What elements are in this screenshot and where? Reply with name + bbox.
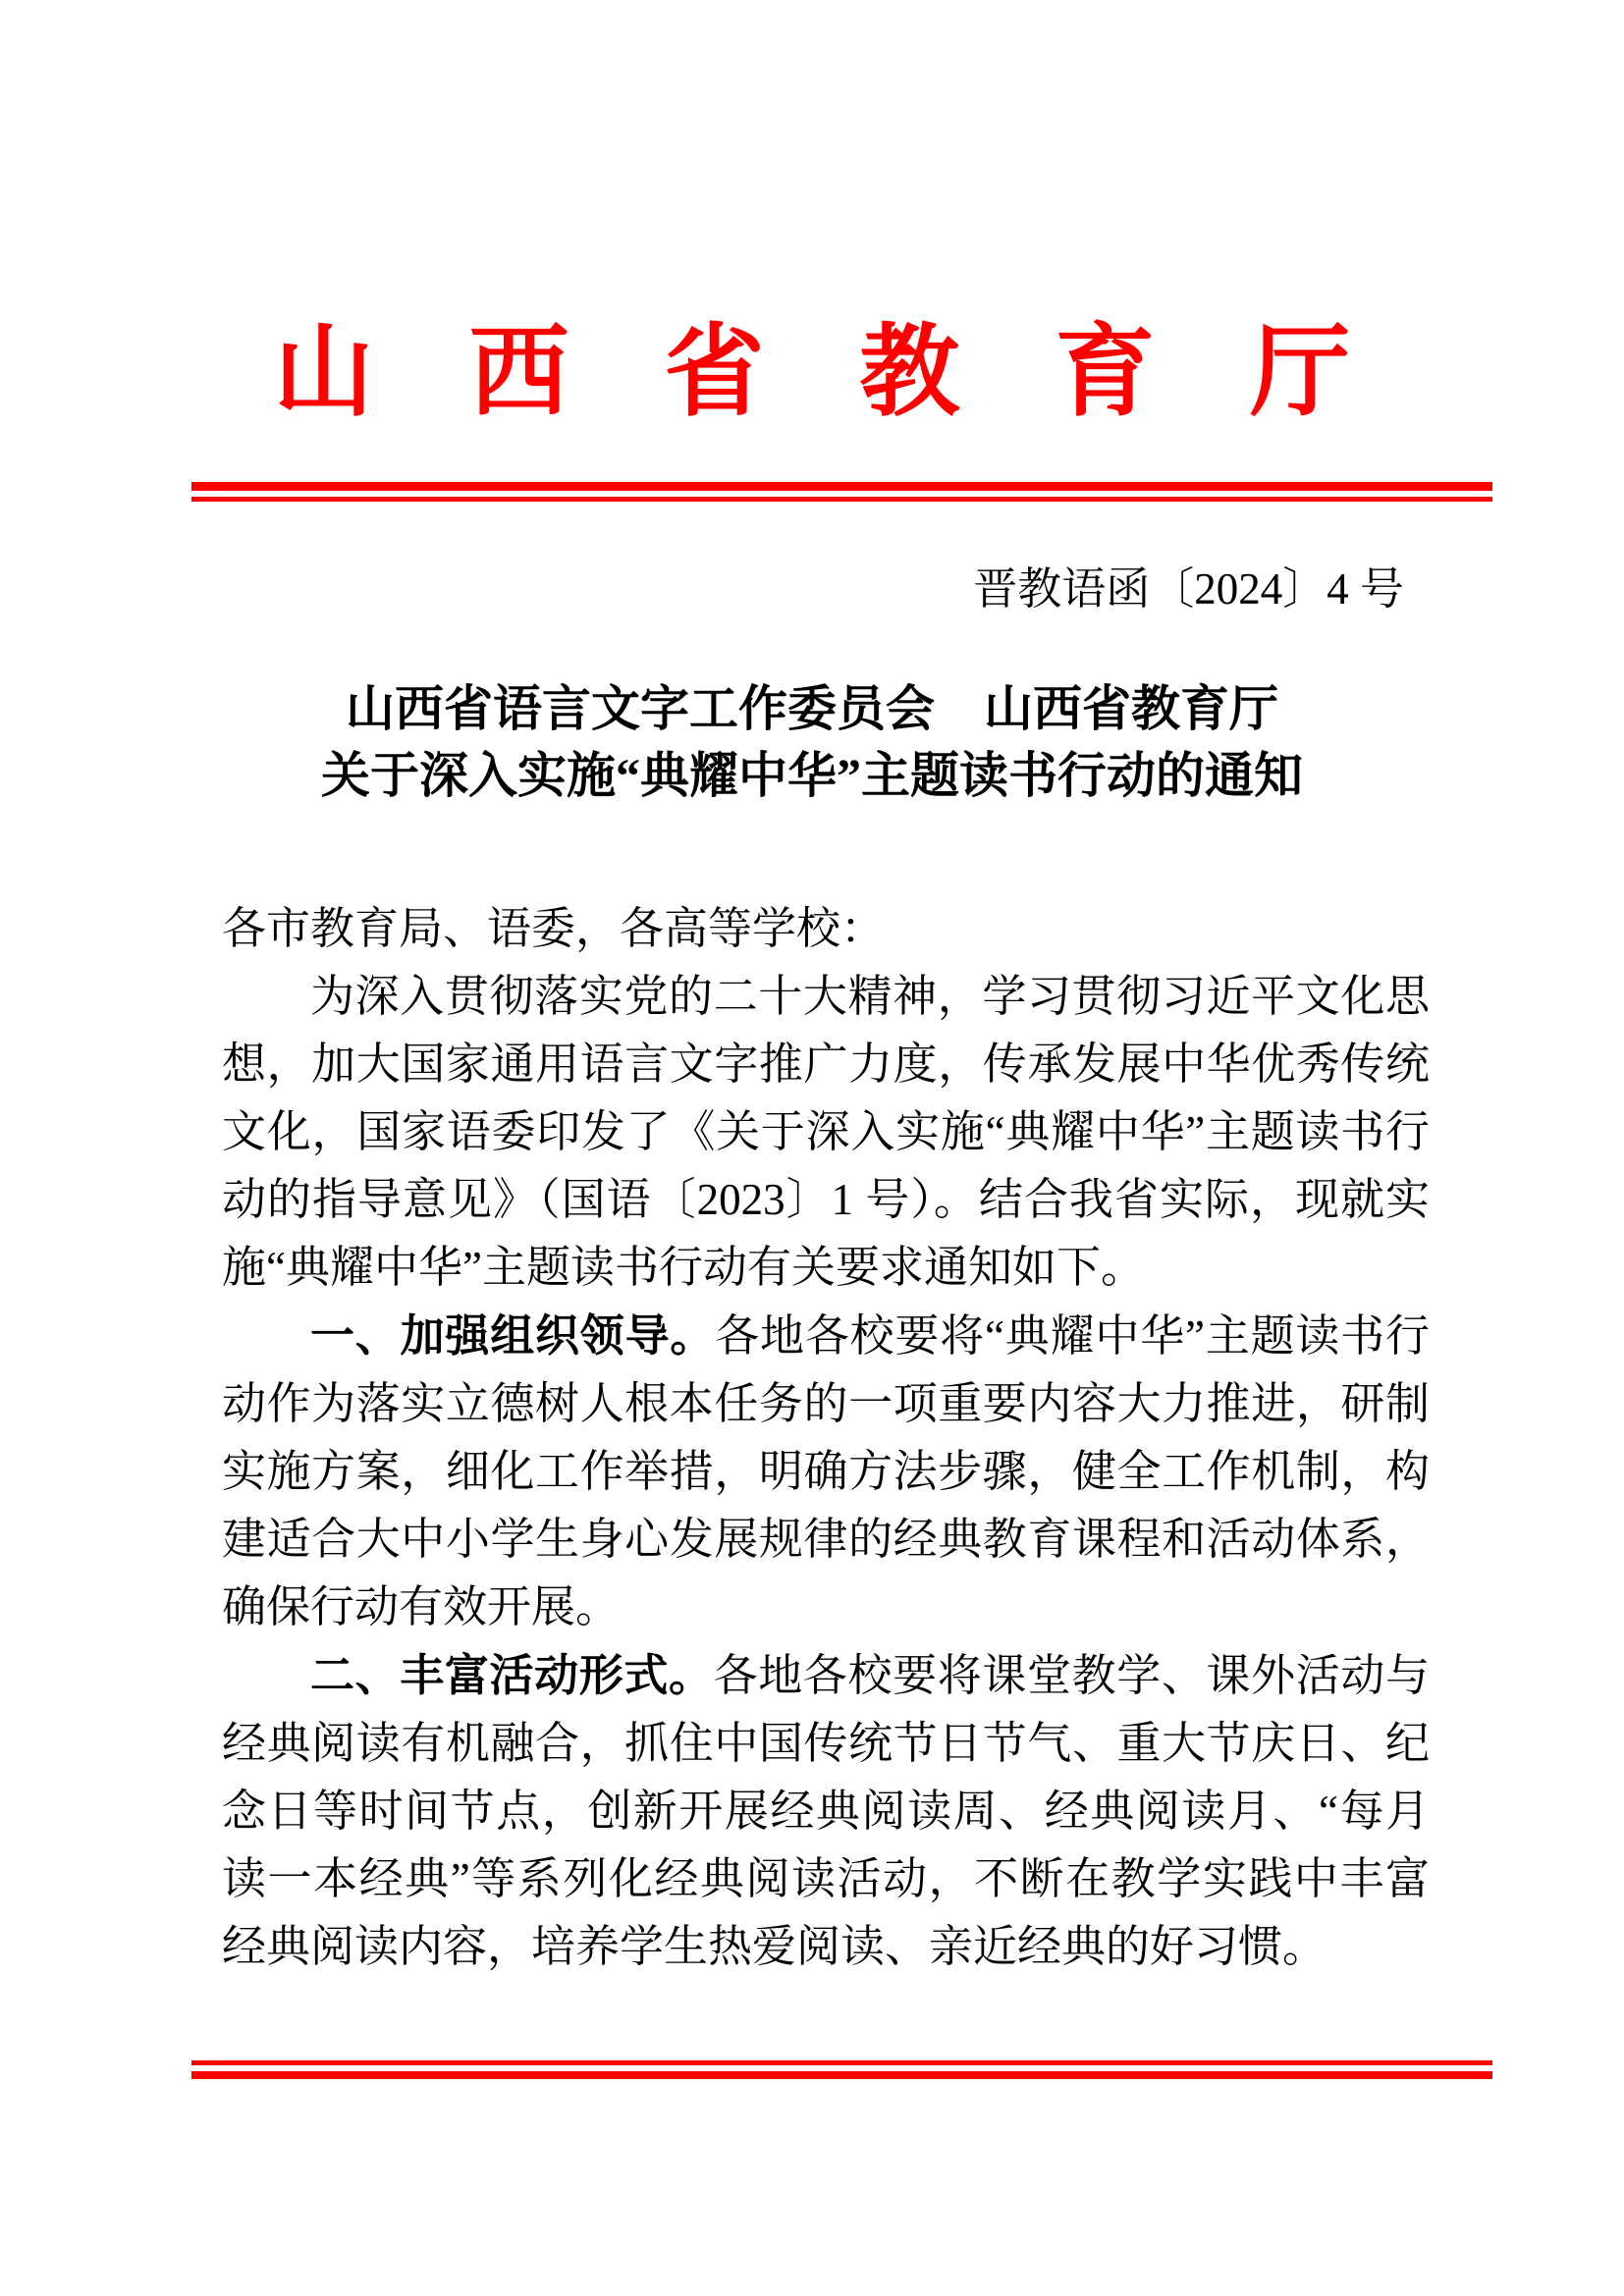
issuing-org-name: [0, 316, 1624, 432]
document-title-line-2: 关于深入实施“典耀中华”主题读书行动的通知: [321, 748, 1303, 803]
document-number: 晋教语函〔2024〕4 号: [973, 564, 1404, 614]
footer-rule-thick: [191, 2071, 1492, 2079]
body-paragraph: 为深入贯彻落实党的二十大精神，学习贯彻习近平文化思想，加大国家通用语言文字推广力度，传承发展中华优秀传统文化，国家语委印发了《关于深入实施“典耀中华”主题读书行动的指导意见》（国语〔2023〕1 号）。结合我省实际，现就实施“典耀中华”主题读书行动有关要求通知如下。: [222, 972, 1430, 1292]
issuing-org-name-text: 山西省教育厅: [273, 318, 1446, 429]
paragraph-lead: 一、加强组织领导。: [310, 1310, 716, 1361]
header-rule-thin: [191, 497, 1492, 502]
document-title: [0, 675, 1624, 809]
body-paragraph: 二、丰富活动形式。各地各校要将课堂教学、课外活动与经典阅读有机融合，抓住中国传统节日节气、重大节庆日、纪念日等时间节点，创新开展经典阅读周、经典阅读月、“每月读一本经典”等系列化经典阅读活动，不断在教学实践中丰富经典阅读内容，培养学生热爱阅读、亲近经典的好习惯。: [222, 1650, 1430, 1971]
paragraph-lead: 二、丰富活动形式。: [310, 1650, 714, 1700]
header-rule-thick: [191, 482, 1492, 491]
document-title-line-1: 山西省语言文字工作委员会 山西省教育厅: [346, 681, 1278, 736]
body-paragraph: 一、加强组织领导。各地各校要将“典耀中华”主题读书行动作为落实立德树人根本任务的一项重要内容大力推进，研制实施方案，细化工作举措，明确方法步骤，健全工作机制，构建适合大中小学生身心发展规律的经典教育课程和活动体系，确保行动有效开展。: [222, 1310, 1430, 1631]
footer-rule-thin: [191, 2060, 1492, 2065]
salutation: 各市教育局、语委，各高等学校：: [222, 904, 886, 953]
document-body: [222, 895, 1430, 1981]
body-paragraphs: [222, 963, 1430, 1981]
